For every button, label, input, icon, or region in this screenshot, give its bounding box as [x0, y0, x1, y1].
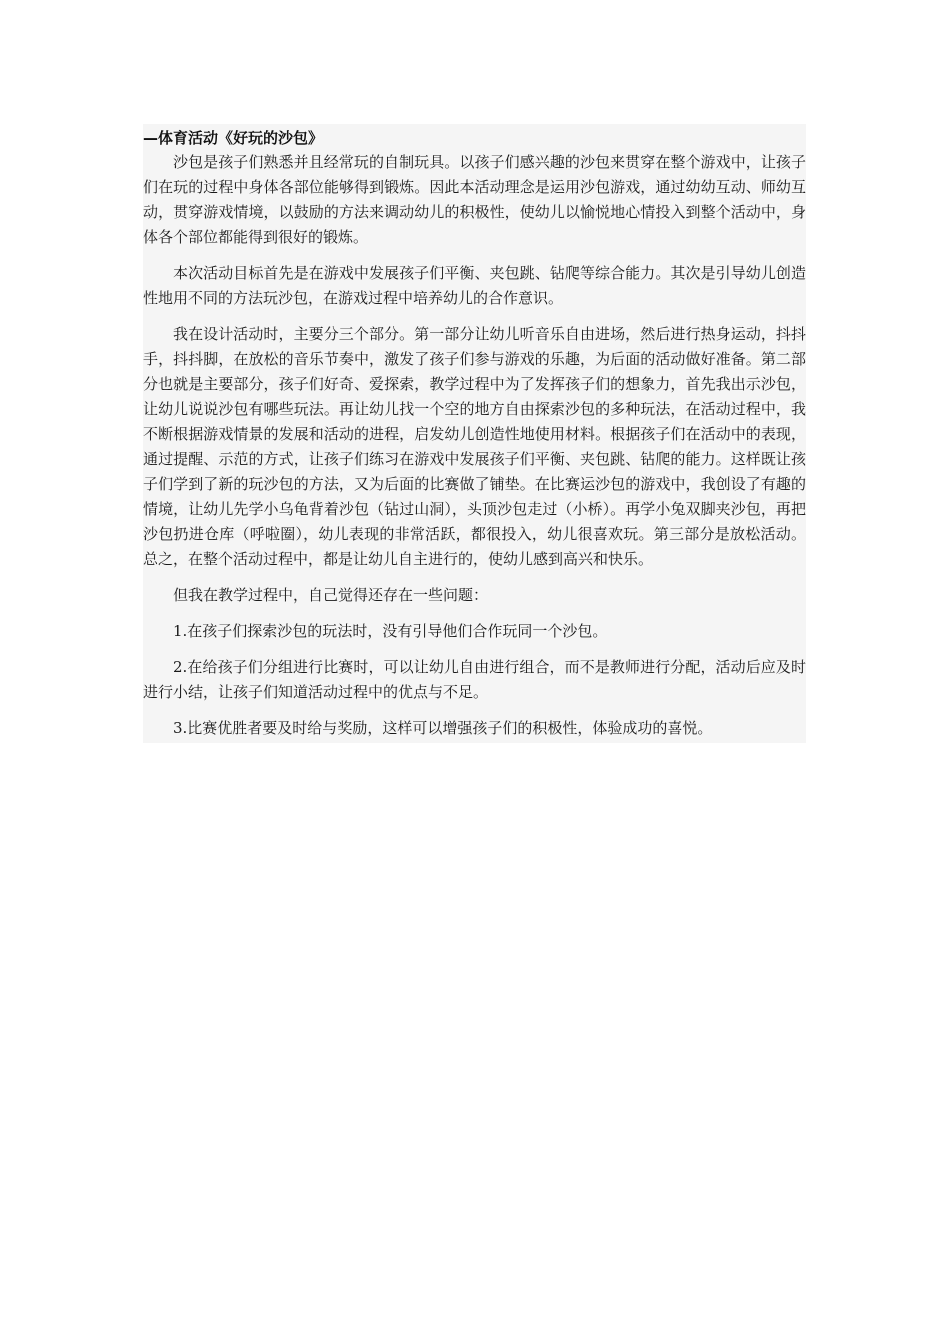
paragraph-problem-1: 1.在孩子们探索沙包的玩法时，没有引导他们合作玩同一个沙包。 [173, 622, 608, 640]
document-title: —体育活动《好玩的沙包》 [143, 129, 324, 147]
paragraph-problem-2: 2.在给孩子们分组进行比赛时，可以让幼儿自由进行组合，而不是教师进行分配，活动后应及时进行小结，让孩子们知道活动过程中的优点与不足。 [143, 658, 806, 701]
paragraph-goals: 本次活动目标首先是在游戏中发展孩子们平衡、夹包跳、钻爬等综合能力。其次是引导幼儿创造性地用不同的方法玩沙包，在游戏过程中培养幼儿的合作意识。 [143, 264, 806, 307]
paragraph-design: 我在设计活动时，主要分三个部分。第一部分让幼儿听音乐自由进场，然后进行热身运动，抖抖手，抖抖脚，在放松的音乐节奏中，激发了孩子们参与游戏的乐趣，为后面的活动做好准备。第二部分也就是主要部分，孩子们好奇、爱探索，教学过程中为了发挥孩子们的想象力，首先我出示沙包，让幼儿说说沙包有哪些玩法。再让幼儿找一个空的地方自由探索沙包的多种玩法，在活动过程中，我不断根据游戏情景的发展和活动的进程，启发幼儿创造性地使用材料。根据孩子们在活动中的表现，通过提醒、示范的方式，让孩子们练习在游戏中发展孩子们平衡、夹包跳、钻爬的能力。这样既让孩子们学到了新的玩沙包的方法，又为后面的比赛做了铺垫。在比赛运沙包的游戏中，我创设了有趣的情境，让幼儿先学小乌龟背着沙包（钻过山洞），头顶沙包走过（小桥）。再学小兔双脚夹沙包，再把沙包扔进仓库（呼啦圈），幼儿表现的非常活跃，都很投入，幼儿很喜欢玩。第三部分是放松活动。总之，在整个活动过程中，都是让幼儿自主进行的，使幼儿感到高兴和快乐。 [143, 325, 806, 568]
document-block [143, 124, 806, 743]
paragraph-problems-intro: 但我在教学过程中，自己觉得还存在一些问题： [173, 586, 489, 604]
paragraph-problem-3: 3.比赛优胜者要及时给与奖励，这样可以增强孩子们的积极性，体验成功的喜悦。 [173, 719, 713, 737]
paragraph-intro: 沙包是孩子们熟悉并且经常玩的自制玩具。以孩子们感兴趣的沙包来贯穿在整个游戏中，让孩子们在玩的过程中身体各部位能够得到锻炼。因此本活动理念是运用沙包游戏，通过幼幼互动、师幼互动，贯穿游戏情境，以鼓励的方法来调动幼儿的积极性，使幼儿以愉悦地心情投入到整个活动中，身体各个部位都能得到很好的锻炼。 [143, 153, 806, 246]
